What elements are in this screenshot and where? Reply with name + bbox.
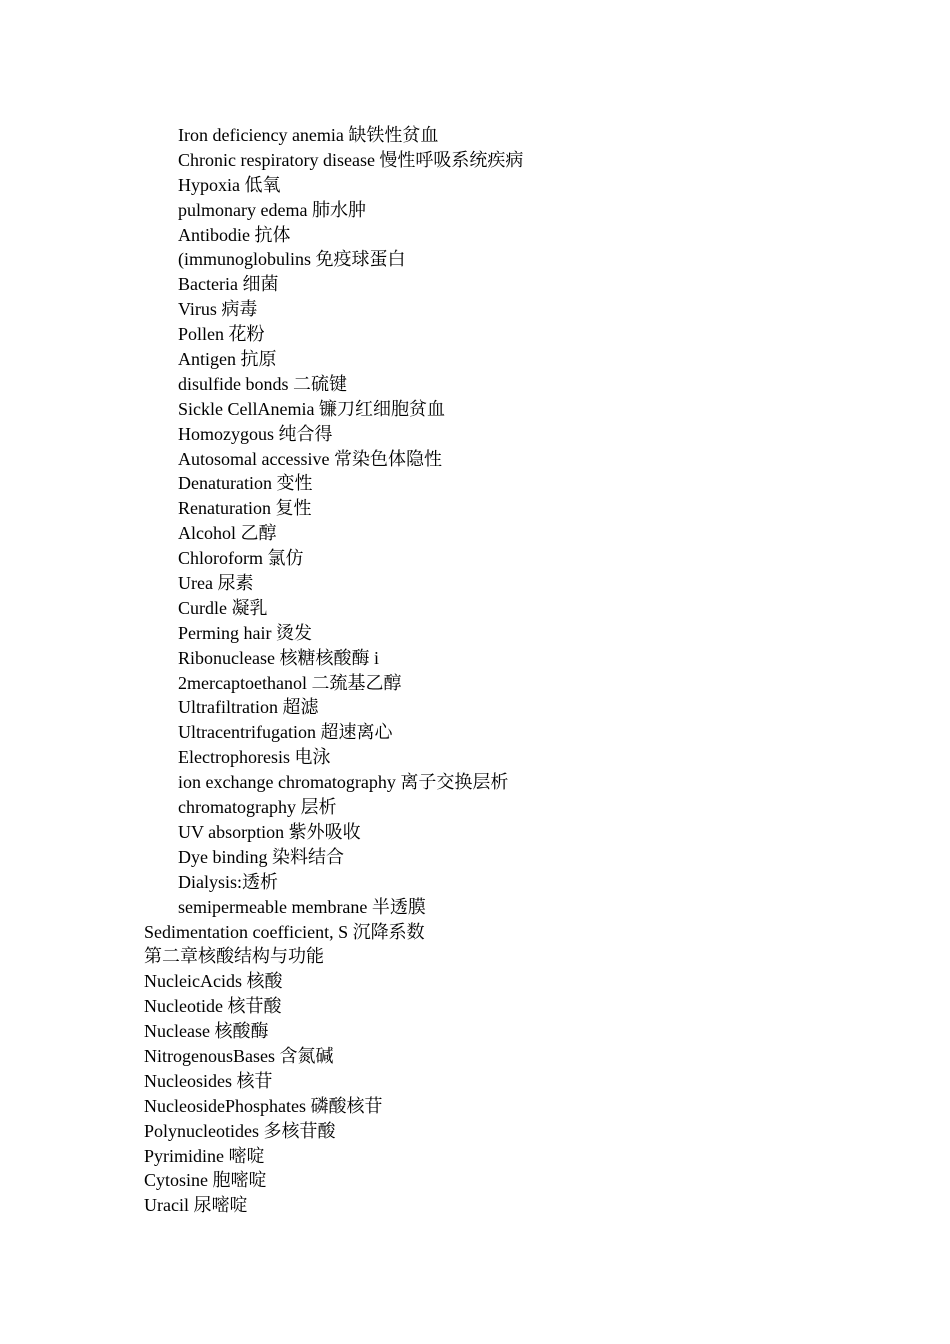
glossary-term: Pyrimidine 嘧啶 xyxy=(144,1145,265,1166)
glossary-term: semipermeable membrane 半透膜 xyxy=(178,896,426,917)
glossary-term: Antibodie 抗体 xyxy=(178,224,291,245)
glossary-term: Curdle 凝乳 xyxy=(178,597,268,618)
glossary-term: Antigen 抗原 xyxy=(178,349,277,370)
glossary-term: Electrophoresis 电泳 xyxy=(178,747,331,768)
glossary-term: Sedimentation coefficient, S 沉降系数 xyxy=(144,921,425,942)
glossary-term: NitrogenousBases 含氮碱 xyxy=(144,1045,334,1066)
glossary-term: ion exchange chromatography 离子交换层析 xyxy=(178,772,509,793)
glossary-term: pulmonary edema 肺水肿 xyxy=(178,199,366,220)
glossary-term: Nucleosides 核苷 xyxy=(144,1070,273,1091)
glossary-term: Alcohol 乙醇 xyxy=(178,523,277,544)
glossary-term: Ribonuclease 核糖核酸酶 i xyxy=(178,647,379,668)
glossary-term: 2mercaptoethanol 二巯基乙醇 xyxy=(178,672,402,693)
glossary-term: Uracil 尿嘧啶 xyxy=(144,1195,248,1216)
glossary-term: Perming hair 烫发 xyxy=(178,622,312,643)
glossary-term: Bacteria 细菌 xyxy=(178,274,279,295)
glossary-term: Dialysis:透析 xyxy=(178,871,279,892)
glossary-term: Chronic respiratory disease 慢性呼吸系统疾病 xyxy=(178,149,524,170)
chapter-heading: 第二章核酸结构与功能 xyxy=(144,946,324,967)
glossary-term: Chloroform 氯仿 xyxy=(178,548,304,569)
glossary-term: Renaturation 复性 xyxy=(178,498,312,519)
glossary-term: Pollen 花粉 xyxy=(178,324,265,345)
glossary-term: Dye binding 染料结合 xyxy=(178,846,344,867)
glossary-term: Ultracentrifugation 超速离心 xyxy=(178,722,393,743)
glossary-term: Denaturation 变性 xyxy=(178,473,313,494)
glossary-term: NucleosidePhosphates 磷酸核苷 xyxy=(144,1095,383,1116)
glossary-term: disulfide bonds 二硫键 xyxy=(178,373,347,394)
glossary-term: Nuclease 核酸酶 xyxy=(144,1021,269,1042)
glossary-term: chromatography 层析 xyxy=(178,797,337,818)
glossary-term: Virus 病毒 xyxy=(178,299,258,320)
glossary-term: Cytosine 胞嘧啶 xyxy=(144,1170,267,1191)
glossary-term: NucleicAcids 核酸 xyxy=(144,971,283,992)
glossary-term: Polynucleotides 多核苷酸 xyxy=(144,1120,336,1141)
glossary-term: Nucleotide 核苷酸 xyxy=(144,996,282,1017)
glossary-term: UV absorption 紫外吸收 xyxy=(178,821,361,842)
glossary-term: Urea 尿素 xyxy=(178,573,254,594)
glossary-list xyxy=(0,123,950,1218)
glossary-term: Homozygous 纯合得 xyxy=(178,423,333,444)
glossary-term: Ultrafiltration 超滤 xyxy=(178,697,319,718)
glossary-term: (immunoglobulins 免疫球蛋白 xyxy=(178,249,406,270)
glossary-term: Sickle CellAnemia 镰刀红细胞贫血 xyxy=(178,398,445,419)
glossary-term: Hypoxia 低氧 xyxy=(178,174,281,195)
glossary-term: Autosomal accessive 常染色体隐性 xyxy=(178,448,442,469)
glossary-term: Iron deficiency anemia 缺铁性贫血 xyxy=(178,125,439,145)
